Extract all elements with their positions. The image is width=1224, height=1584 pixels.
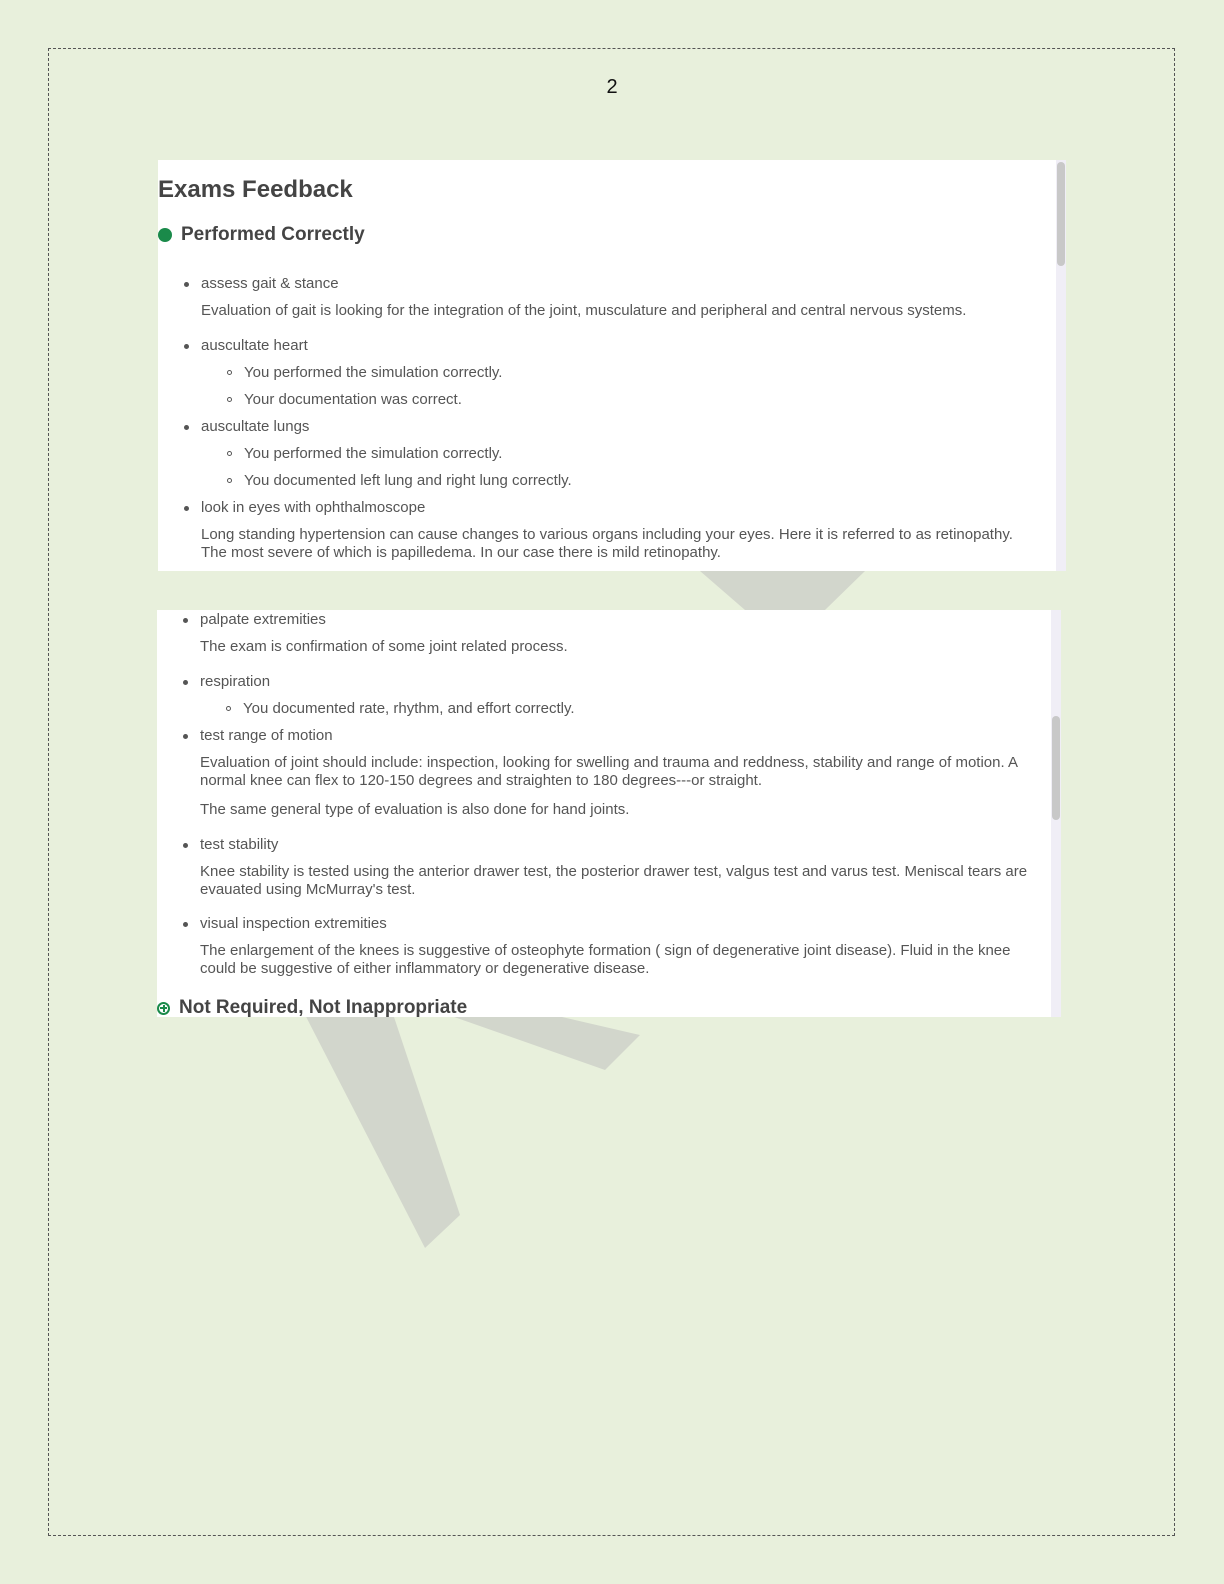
item-description: Evaluation of gait is looking for the integration of the joint, musculature and peripheral and central nervous systems. xyxy=(201,302,967,319)
performed-correctly-label: Performed Correctly xyxy=(181,224,365,245)
list-item: respiration xyxy=(200,673,271,690)
list-item: palpate extremities xyxy=(200,611,326,628)
scrollbar-thumb[interactable] xyxy=(1052,716,1060,820)
list-item: test stability xyxy=(200,836,279,853)
item-description: Knee stability is tested using the anterior drawer test, the posterior drawer test, valgus test and varus test. Meniscal tears are evauated using McMurray's test. xyxy=(200,863,1028,898)
scrollbar[interactable] xyxy=(1051,610,1061,1017)
sub-list-item: Your documentation was correct. xyxy=(244,391,462,408)
item-description: The exam is confirmation of some joint related process. xyxy=(200,638,568,655)
exams-feedback-panel-bottom xyxy=(157,610,1061,1017)
list-item: test range of motion xyxy=(200,727,333,744)
item-description: Evaluation of joint should include: inspection, looking for swelling and trauma and reddness, stability and range of motion. A normal knee can flex to 120-150 degrees and straighten to 180 degrees---or straight. xyxy=(200,754,1018,789)
list-item: assess gait & stance xyxy=(201,275,339,292)
exams-feedback-title: Exams Feedback xyxy=(158,176,353,203)
not-required-label: Not Required, Not Inappropriate xyxy=(179,997,468,1017)
list-item: auscultate lungs xyxy=(201,418,310,435)
scrollbar[interactable] xyxy=(1056,160,1066,571)
sub-list-item: You documented left lung and right lung correctly. xyxy=(244,472,572,489)
sub-list-item: You documented rate, rhythm, and effort correctly. xyxy=(243,700,575,717)
sub-list-item: You performed the simulation correctly. xyxy=(244,364,503,381)
list-item: visual inspection extremities xyxy=(200,915,387,932)
list-item: auscultate heart xyxy=(201,337,308,354)
not-required-heading xyxy=(157,997,467,1017)
item-description: Long standing hypertension can cause changes to various organs including your eyes. Here it is referred to as retinopathy. The most severe of which is papilledema. In our case there is mild retinopathy. xyxy=(201,526,1013,561)
sub-list-item: You performed the simulation correctly. xyxy=(244,445,503,462)
item-description: The same general type of evaluation is also done for hand joints. xyxy=(200,801,630,818)
not-required-plus-icon xyxy=(157,1002,170,1015)
list-item: look in eyes with ophthalmoscope xyxy=(201,499,426,516)
item-description: The enlargement of the knees is suggestive of osteophyte formation ( sign of degenerative joint disease). Fluid in the knee could be suggestive of either inflammatory or degenerative disease. xyxy=(200,942,1011,977)
performed-dot-icon xyxy=(158,228,172,242)
page-number: 2 xyxy=(606,76,618,98)
exams-feedback-panel-top xyxy=(158,160,1066,571)
scrollbar-thumb[interactable] xyxy=(1057,162,1065,266)
performed-correctly-heading xyxy=(158,224,365,246)
